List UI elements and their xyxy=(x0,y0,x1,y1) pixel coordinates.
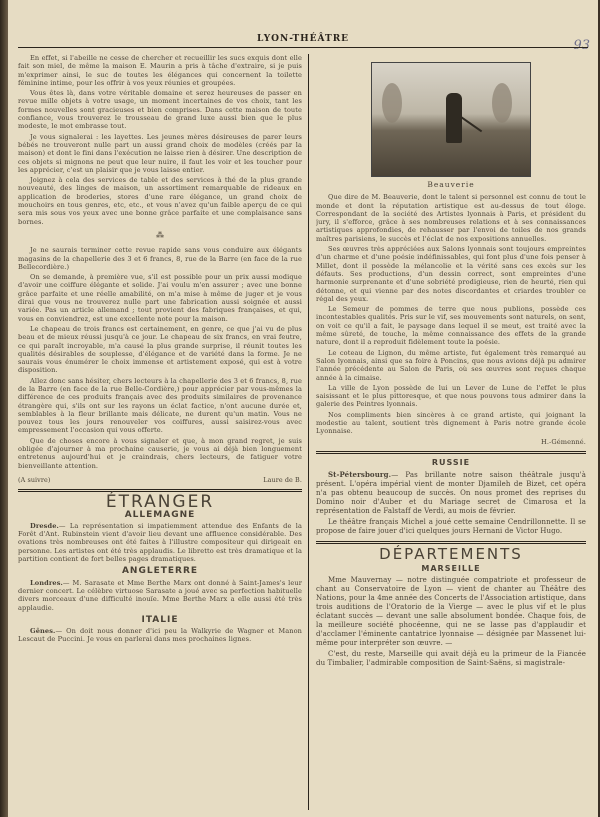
author-signature: Laure de B. xyxy=(263,475,302,484)
author-signature: H.-Gémenné. xyxy=(541,437,586,446)
city-name: Dresde. xyxy=(30,521,59,530)
city-name: Gênes. xyxy=(30,627,56,636)
tree-shape xyxy=(382,83,402,123)
subsection-russie: RUSSIE xyxy=(431,457,471,467)
column-divider xyxy=(308,54,309,810)
paragraph: Vous êtes là, dans votre véritable domaine et serez heureuses de passer en revue mille objets à votre usage, un moment incertaines de vos choix, tant les formes nouvelles sont gracieuses et bien comprises. Dans cette maison de toute confiance, vous trouverez le trousseau de grand luxe aussi bien que le plus modeste, le mot embrasse tout. xyxy=(18,89,302,131)
paragraph: Le Semeur de pommes de terre que nous publions, possède ces incontestables qualités. Pris sur le vif, ses mouvements sont naturels, on sent, on voit ce qu'il a fait, le paysage dans lequel il se meut, est traité avec la même sûreté, de touche, la même connaissance des effets de la grande nature, dont il a reproduit fidèlement toute la poésie. xyxy=(316,305,586,347)
page-number: 93 xyxy=(573,38,590,53)
news-item xyxy=(18,522,302,563)
subsection-marseille: MARSEILLE xyxy=(421,564,481,574)
left-column xyxy=(18,54,302,810)
paragraph: Ses œuvres très appréciées aux Salons lyonnais sont toujours empreintes d'un charme et d'une poésie indéfinissables, qui font plus d'une fois penser à Millet, dont il possède la mélancolie et la vérité sans ces excès sur les défauts. Ses productions, d'un dessin correct, sont empreintes d'une harmonie surprenante et d'une sobriété prodigieuse, rien de heurté, rien qui détonne, et qui vienne par des notes discordantes et criardes troubler ce régal des yeux. xyxy=(316,245,586,303)
image-caption: Beauverie xyxy=(427,180,475,189)
paragraph: Nos compliments bien sincères à ce grand artiste, qui joignant la modestie au talent, soutient très dignement à Paris notre grande école Lyonnaise. xyxy=(316,410,586,436)
paragraph: On se demande, à première vue, s'il est possible pour un prix aussi modique d'avoir une coiffure élégante et solide. J'ai voulu m'en assurer ; avec une bonne grâce parfaite et une réelle amabilité, on m'a mise à même de juger et je vous dirai que vous ne trouverez nulle part une fabrication aussi soignée et aussi variée. Pas un article allemand ; tout provient des fabriques françaises, et qui, vous en conviendrez, est une excellente note pour la maison. xyxy=(18,273,302,323)
paragraph: Joignez à cela des services de table et des services à thé de la plus grande nouveauté, des linges de maison, un assortiment remarquable de rideaux en application de broderies, stores d'une rare élégance, un grand choix de mouchoirs en tous genres, etc, etc., et vous n'avez qu'un faible aperçu de ce qui sera mis sous vos yeux avec une bonne grâce parfaite et une complaisance sans bornes. xyxy=(18,176,302,226)
ornament-rule xyxy=(316,541,586,544)
sower-figure xyxy=(446,93,462,143)
subsection-italie: ITALIE xyxy=(141,614,179,625)
signature-line xyxy=(18,476,302,484)
engraving-image xyxy=(371,62,531,177)
news-item xyxy=(18,627,302,644)
paragraph: C'est, du reste, Marseille qui avait déjà eu la primeur de la Fiancée du Timbalier, l'admirable composition de Saint-Saëns, si magistrale- xyxy=(316,650,586,668)
paragraph: La ville de Lyon possède de lui un Lever de Lune de l'effet le plus saisissant et le plus pittoresque, et que nous pouvons tous admirer dans la galerie des Peintres lyonnais. xyxy=(316,383,586,409)
asterism: ⁂ xyxy=(155,230,165,240)
ornament-rule xyxy=(316,451,586,454)
to-be-continued: (A suivre) xyxy=(18,475,51,484)
top-rule xyxy=(18,47,588,48)
paragraph: Que de choses encore à vous signaler et que, à mon grand regret, je suis obligée d'ajourner à ma prochaine causerie, je vous ai déjà bien longuement entretenus aujourd'hui et je craindrais, chers lecteurs, de fatiguer votre bienveillante attention. xyxy=(18,436,302,470)
news-text: — Pas brillante notre saison théâtrale jusqu'à présent. L'opéra impérial vient de monter Djamileh de Bizet, cet opéra n'a pas obtenu beaucoup de succès. On nous promet des reprises du Domino noir d'Auber et du Mariage secret de Cimarosa et la représentation de Falstaff de Verdi, au mois de février. xyxy=(316,471,586,516)
news-item xyxy=(18,579,302,612)
paragraph: Mme Mauvernay — notre distinguée compatriote et professeur de chant au Conservatoire de Lyon — vient de chanter au Théâtre des Nations, pour la 4me année des Concerts de l'Association artistique, dans trois auditions de l'Oratorio de la Vierge — avec le plus vif et le plus éclatant succès — devant une salle absolument bondée. Chaque fois, de la meilleure société phocéenne, qui ne se lasse pas d'applaudir et d'acclamer l'éminente cantatrice lyonnaise — désignée par Massenet lui-même pour interpréter son œuvre. — xyxy=(316,576,586,648)
news-item xyxy=(316,470,586,516)
section-title-etranger: ÉTRANGER xyxy=(105,492,215,513)
news-text: — La représentation si impatiemment attendue des Enfants de la Forêt d'Ant. Rubinstein vient d'avoir lieu devant une affluence considérable. Des ovations très nombreuses ont été faites à l'illustre compositeur qui dirigeait en personne. Les artistes ont été très applaudis. Le libretto est très dramatique et la partition contient de fort belles pages dramatiques. xyxy=(18,521,302,564)
paragraph: Que dire de M. Beauverie, dont le talent si personnel est connu de tout le monde et dont la réputation artistique est au-dessus de tout éloge. Correspondant de la société des Artistes lyonnais à Paris, et président du jury, il s'efforce, grâce à ses nombreuses relations et à ses connaissances artistiques approfondies, de rehausser par l'envoi de toiles de nos grands maîtres parisiens, le succès et l'éclat de nos expositions annuelles. xyxy=(316,193,586,243)
running-head: LYON-THÉÂTRE xyxy=(256,34,350,44)
paragraph: Je ne saurais terminer cette revue rapide sans vous conduire aux élégants magasins de la chapellerie des 3 et 6 francs, 8, rue de la Barre (en face de la rue Bellecordière.) xyxy=(18,246,302,271)
paragraph: Le coteau de Lignon, du même artiste, fut également très remarqué au Salon lyonnais, ainsi que sa foire à Poncins, que nous avions déjà pu admirer l'année précédente au Salon de Paris, où ses œuvres sont reçues chaque année à la cimaise. xyxy=(316,348,586,382)
section-title-departements: DÉPARTEMENTS xyxy=(379,545,523,564)
news-text: — M. Sarasate et Mme Berthe Marx ont donné à Saint-James's leur dernier concert. Le célèbre virtuose Sarasate a joué avec sa perfection habituelle divers morceaux d'une difficulté inouïe. Mme Berthe Marx a elle aussi été très applaudie. xyxy=(18,578,302,612)
city-name: St-Pétersbourg. xyxy=(328,470,392,480)
subsection-angleterre: ANGLETERRE xyxy=(121,566,199,577)
tree-shape xyxy=(492,83,512,123)
hoe-shape xyxy=(460,116,482,133)
paragraph: Allez donc sans hésiter, chers lecteurs à la chapellerie des 3 et 6 francs, 8, rue de la Barre (en face de la rue Belle-Cordière,) pour apprécier par vous-mêmes la différence de ces produits français avec des produits similaires de provenance étrangère qui, s'ils ont sur les rayons un éclat factice, n'ont aucune durée et, semblables à la fleur brillante mais délicate, ne durent qu'un matin. Vous ne pouvez tous les jours renouveler vos coiffures, aussi saisirez-vous avec empressement l'occasion qui vous offerte. xyxy=(18,376,302,435)
subsection-allemagne: ALLEMAGNE xyxy=(124,509,196,520)
right-column xyxy=(316,54,586,810)
news-text: — On doit nous donner d'ici peu la Walkyrie de Wagner et Manon Lescaut de Puccini. Je vous en parlerai dans mes prochaines lignes. xyxy=(18,627,302,644)
paragraph: Le chapeau de trois francs est certainement, en genre, ce que j'ai vu de plus beau et de mieux réussi jusqu'à ce jour. Le chapeau de six francs, en vrai feutre, ce qui paraît incroyable, m'a causé la plus grande surprise, il réunit toutes les qualités désirables de souplesse, d'élégance et de variété dans la forme. Je ne saurais vous énumérer le choix immense et artistement exposé, qui est à votre disposition. xyxy=(18,324,302,375)
paragraph: Je vous signalerai : les layettes. Les jeunes mères désireuses de parer leurs bébés ne trouveront nulle part un aussi grand choix de modèles (créés par la maison) et dont le fini dans l'exécution ne laisse rien à désirer. Une description de ces objets si mignons ne peut que leur nuire, il faut les voir et les toucher pour les apprécier, c'est un plaisir que je vous laisse entier. xyxy=(18,132,302,174)
paragraph: En effet, si l'abeille ne cesse de chercher et recueillir les sucs exquis dont elle fait son miel, de même la maison E. Maurin a pris à tâche d'extraire, si je puis m'exprimer ainsi, le suc de toutes les élégances qui concernent la toilette féminine intime, pour les offrir à vos yeux réunies et groupées. xyxy=(18,54,302,87)
paragraph: Le théâtre français Michel a joué cette semaine Cendrillonnette. Il se propose de faire jouer d'ici quelques jours Hernani de Victor Hugo. xyxy=(316,518,586,536)
city-name: Londres. xyxy=(30,578,63,587)
